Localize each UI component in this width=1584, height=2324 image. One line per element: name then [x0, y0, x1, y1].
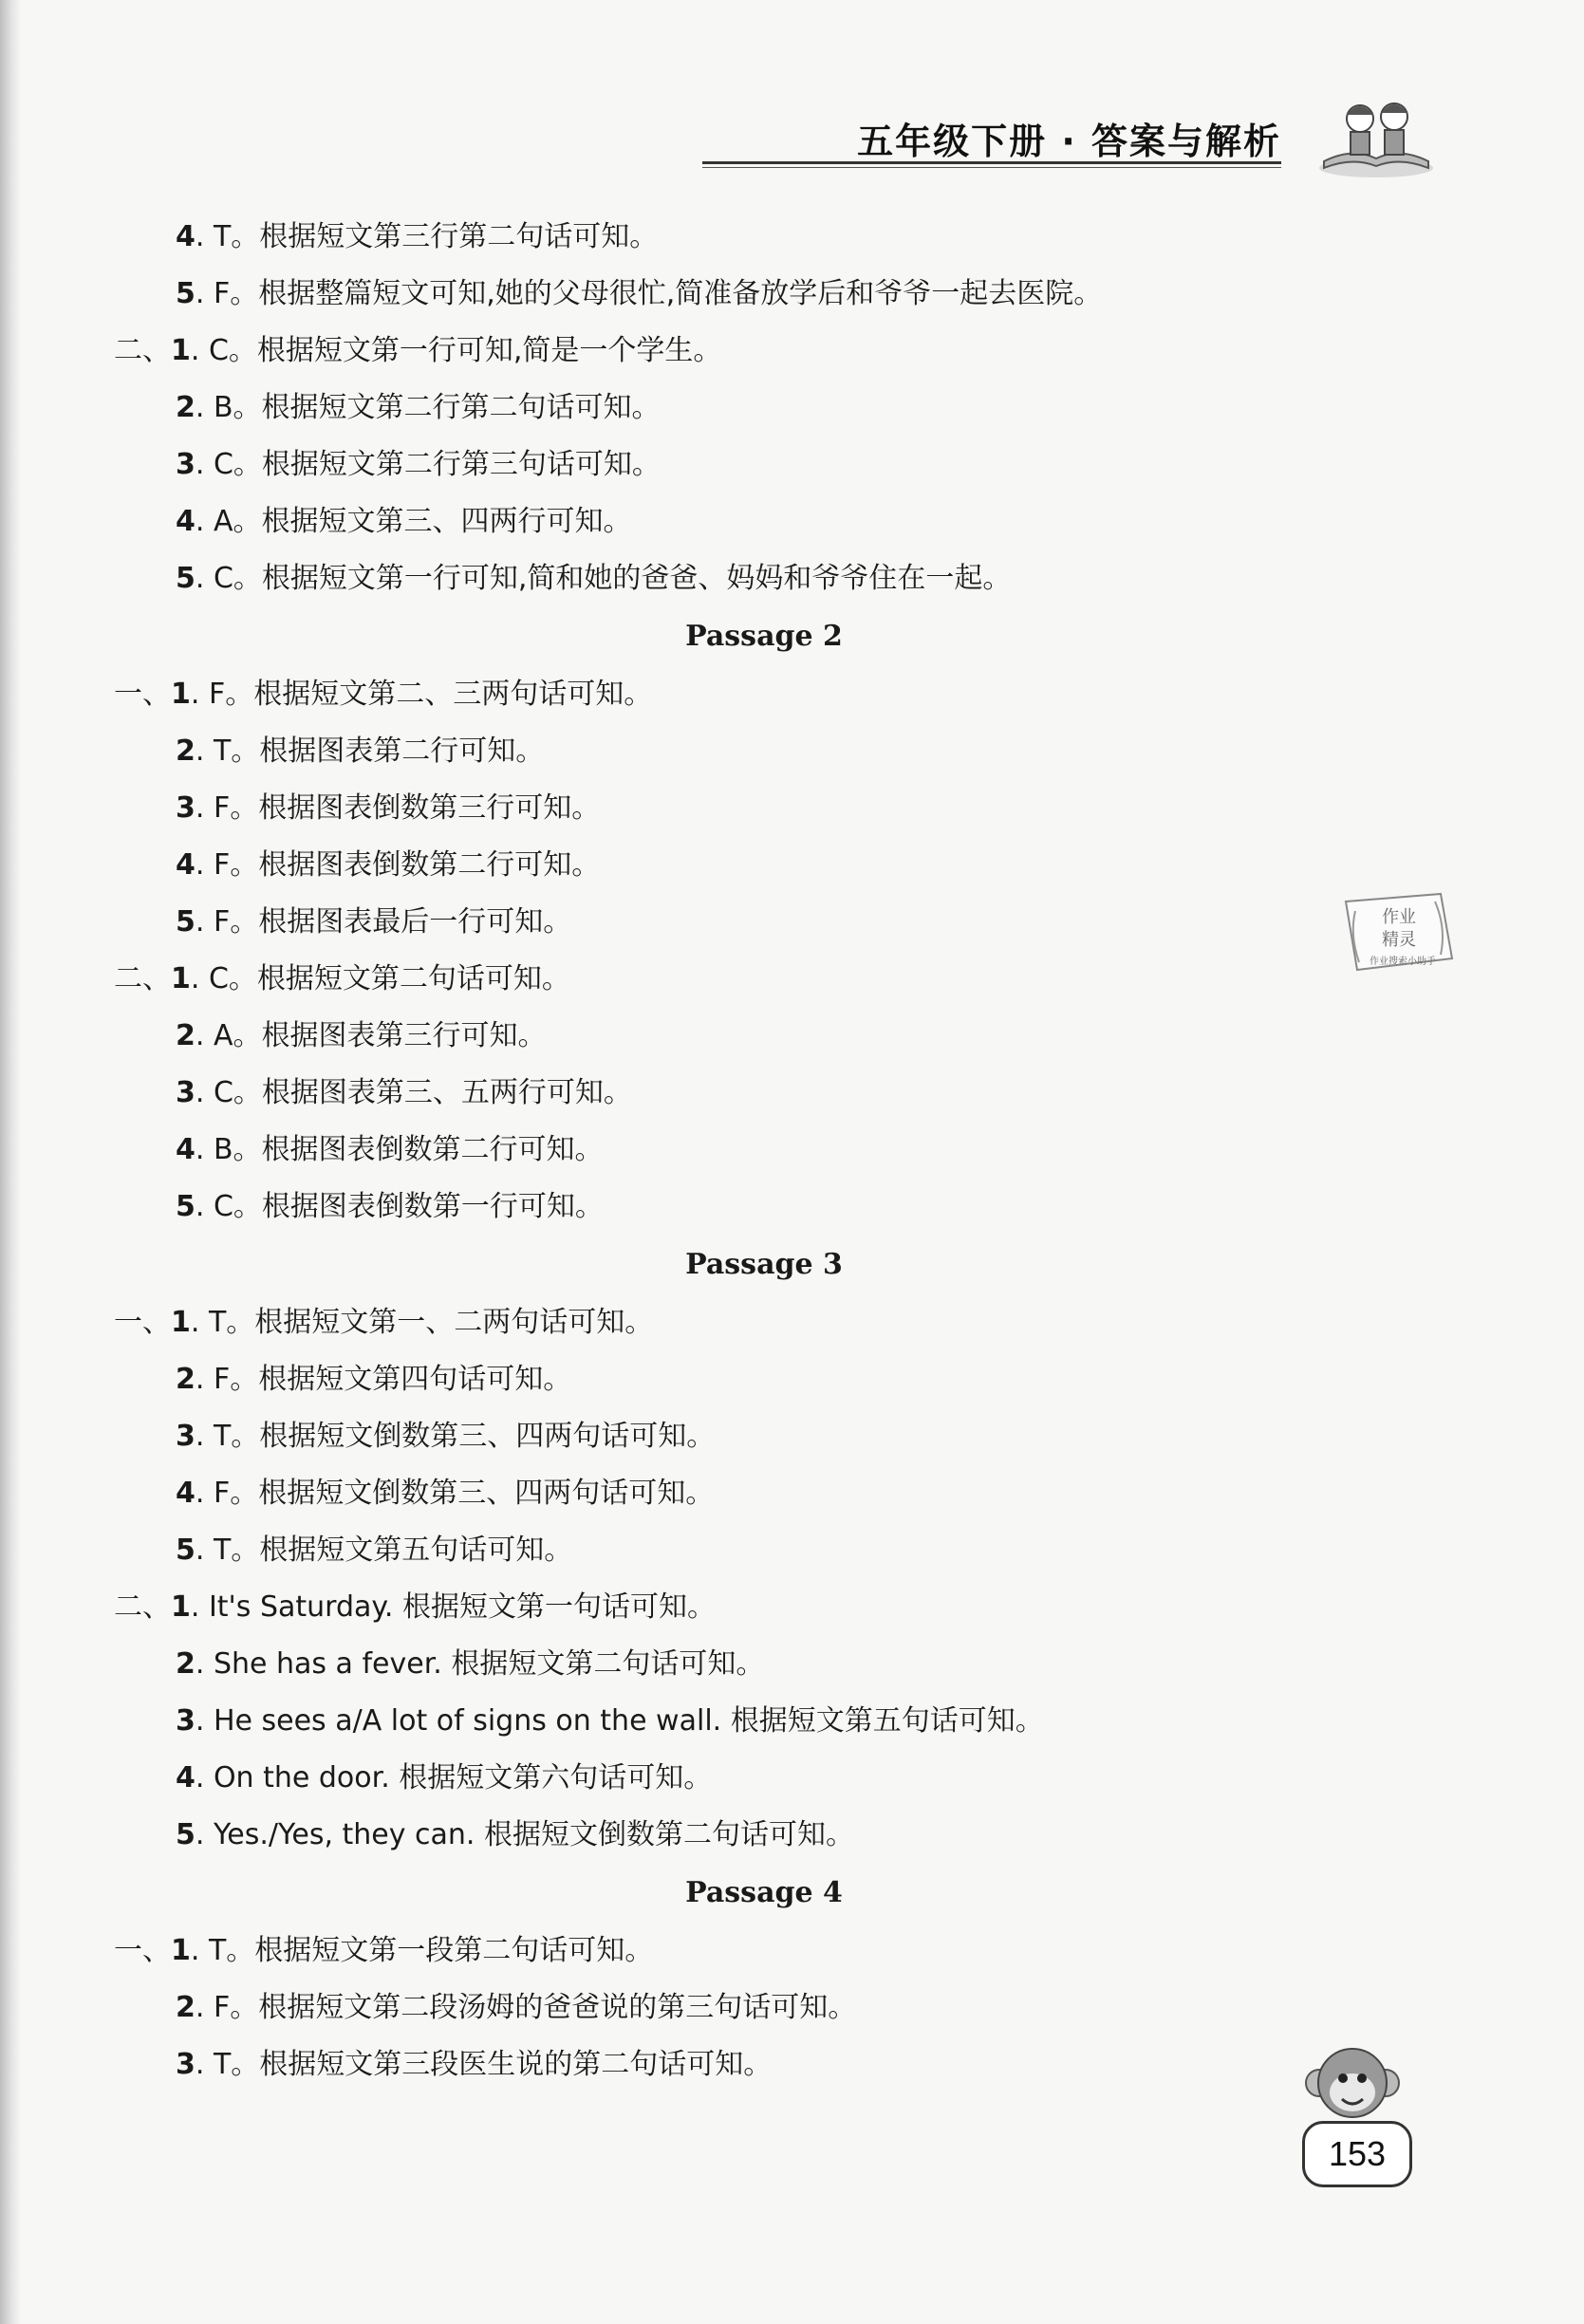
answer-text: . F。根据短文第四句话可知。: [195, 1363, 572, 1396]
answer-text: . A。根据短文第三、四两行可知。: [195, 505, 632, 538]
page-header: [702, 112, 1281, 169]
question-number: 4: [176, 505, 196, 538]
answer-text: . T。根据短文第一段第二句话可知。: [190, 1934, 654, 1967]
answer-text: . C。根据短文第一行可知,简和她的爸爸、妈妈和爷爷住在一起。: [195, 562, 1012, 595]
passage-title: Passage 4: [685, 1876, 843, 1909]
answer-text: . C。根据图表倒数第一行可知。: [195, 1190, 604, 1223]
section-marker: 二、: [114, 1590, 171, 1624]
question-number: 3: [176, 448, 196, 481]
answer-text: . T。根据图表第二行可知。: [195, 734, 545, 768]
answer-line: [114, 1750, 1310, 1807]
answer-line: [114, 1008, 1310, 1065]
answer-line: [114, 723, 1310, 780]
question-number: 4: [176, 1761, 196, 1794]
answer-line: [114, 1179, 1310, 1236]
question-number: 1: [171, 1590, 191, 1624]
question-number: 1: [171, 962, 191, 995]
answer-line: [114, 437, 1310, 493]
passage-title: Passage 3: [685, 1248, 843, 1281]
answer-line: [114, 2036, 1310, 2093]
answer-line: [114, 493, 1310, 550]
answer-line: [114, 1923, 1310, 1980]
stamp-text-1: 作业: [1382, 907, 1416, 927]
answer-line: [114, 1408, 1310, 1465]
answer-text: . Yes./Yes, they can. 根据短文倒数第二句话可知。: [195, 1818, 855, 1851]
header-rule: [702, 161, 1281, 164]
passage-title: Passage 2: [685, 620, 843, 653]
answer-text: . F。根据短文第二、三两句话可知。: [190, 678, 653, 711]
question-number: 2: [176, 1363, 196, 1396]
answer-line: [114, 780, 1310, 837]
monkey-mascot-icon: [1300, 2040, 1405, 2130]
question-number: 5: [176, 1818, 196, 1851]
question-number: 3: [176, 2048, 196, 2081]
question-number: 5: [176, 562, 196, 595]
answer-text: . F。根据图表倒数第二行可知。: [195, 848, 601, 882]
stamp-text-2: 精灵: [1382, 930, 1416, 950]
question-number: 3: [176, 791, 196, 825]
answer-text: . A。根据图表第三行可知。: [195, 1019, 547, 1052]
answer-text: . B。根据短文第二行第二句话可知。: [195, 391, 661, 424]
answer-line: [114, 894, 1310, 951]
answer-line: [114, 266, 1310, 323]
question-number: 4: [176, 848, 196, 882]
book-reading-kids-icon: [1314, 90, 1438, 180]
answer-text: . T。根据短文第五句话可知。: [195, 1534, 573, 1567]
section-marker: 二、: [114, 962, 171, 995]
section-marker: 一、: [114, 678, 171, 711]
answer-text: . It's Saturday. 根据短文第一句话可知。: [190, 1590, 716, 1624]
answer-text: . C。根据短文第一行可知,简是一个学生。: [190, 334, 722, 367]
question-number: 1: [171, 334, 191, 367]
answer-text: . On the door. 根据短文第六句话可知。: [195, 1761, 713, 1794]
answer-line: [114, 209, 1310, 266]
answer-text: . T。根据短文第一、二两句话可知。: [190, 1306, 654, 1339]
question-number: 3: [176, 1076, 196, 1109]
answer-line: [114, 666, 1310, 723]
question-number: 5: [176, 1534, 196, 1567]
answer-text: . C。根据图表第三、五两行可知。: [195, 1076, 632, 1109]
homework-helper-stamp: [1336, 883, 1460, 987]
answer-text: . T。根据短文倒数第三、四两句话可知。: [195, 1420, 716, 1453]
page-edge-shadow: [0, 0, 21, 2324]
section-marker: 一、: [114, 1934, 171, 1967]
header-title: 五年级下册 · 答案与解析: [857, 121, 1281, 162]
question-number: 1: [171, 678, 191, 711]
answer-text: . F。根据短文第二段汤姆的爸爸说的第三句话可知。: [195, 1991, 857, 2024]
header-rule-thin: [702, 167, 1281, 168]
answer-text: . T。根据短文第三段医生说的第二句话可知。: [195, 2048, 773, 2081]
question-number: 1: [171, 1934, 191, 1967]
answer-line: [114, 1980, 1310, 2036]
answer-line: [114, 1693, 1310, 1750]
section-marker: 二、: [114, 334, 171, 367]
question-number: 5: [176, 1190, 196, 1223]
answer-text: . He sees a/A lot of signs on the wall. 根据短文第五句话可知。: [195, 1704, 1044, 1738]
answer-text: . F。根据短文倒数第三、四两句话可知。: [195, 1477, 715, 1510]
question-number: 2: [176, 1647, 196, 1681]
question-number: 5: [176, 277, 196, 310]
answer-line: [114, 1522, 1310, 1579]
answer-line: [114, 323, 1310, 380]
answer-line: [114, 1065, 1310, 1122]
answer-line: [114, 1807, 1310, 1864]
stamp-text-3: 作业搜索小助手: [1370, 957, 1436, 967]
answer-line: [114, 380, 1310, 437]
answer-list: [114, 209, 1310, 2093]
question-number: 5: [176, 905, 196, 939]
question-number: 2: [176, 1991, 196, 2024]
answer-text: . She has a fever. 根据短文第二句话可知。: [195, 1647, 765, 1681]
answer-text: . B。根据图表倒数第二行可知。: [195, 1133, 604, 1166]
question-number: 4: [176, 220, 196, 253]
answer-line: [114, 1122, 1310, 1179]
answer-line: [114, 1294, 1310, 1351]
answer-line: [114, 1465, 1310, 1522]
question-number: 3: [176, 1704, 196, 1738]
question-number: 2: [176, 734, 196, 768]
answer-line: [114, 550, 1310, 607]
question-number: 3: [176, 1420, 196, 1453]
question-number: 4: [176, 1133, 196, 1166]
question-number: 2: [176, 391, 196, 424]
answer-line: [114, 951, 1310, 1008]
section-marker: 一、: [114, 1306, 171, 1339]
question-number: 4: [176, 1477, 196, 1510]
question-number: 2: [176, 1019, 196, 1052]
answer-line: [114, 837, 1310, 894]
page-number: 153: [1302, 2121, 1412, 2187]
answer-text: . C。根据短文第二句话可知。: [190, 962, 570, 995]
answer-text: . C。根据短文第二行第三句话可知。: [195, 448, 661, 481]
answer-text: . F。根据图表最后一行可知。: [195, 905, 572, 939]
question-number: 1: [171, 1306, 191, 1339]
answer-text: . F。根据整篇短文可知,她的父母很忙,简准备放学后和爷爷一起去医院。: [195, 277, 1103, 310]
answer-text: . T。根据短文第三行第二句话可知。: [195, 220, 659, 253]
answer-line: [114, 1636, 1310, 1693]
answer-line: [114, 1579, 1310, 1636]
answer-line: [114, 1351, 1310, 1408]
answer-text: . F。根据图表倒数第三行可知。: [195, 791, 601, 825]
